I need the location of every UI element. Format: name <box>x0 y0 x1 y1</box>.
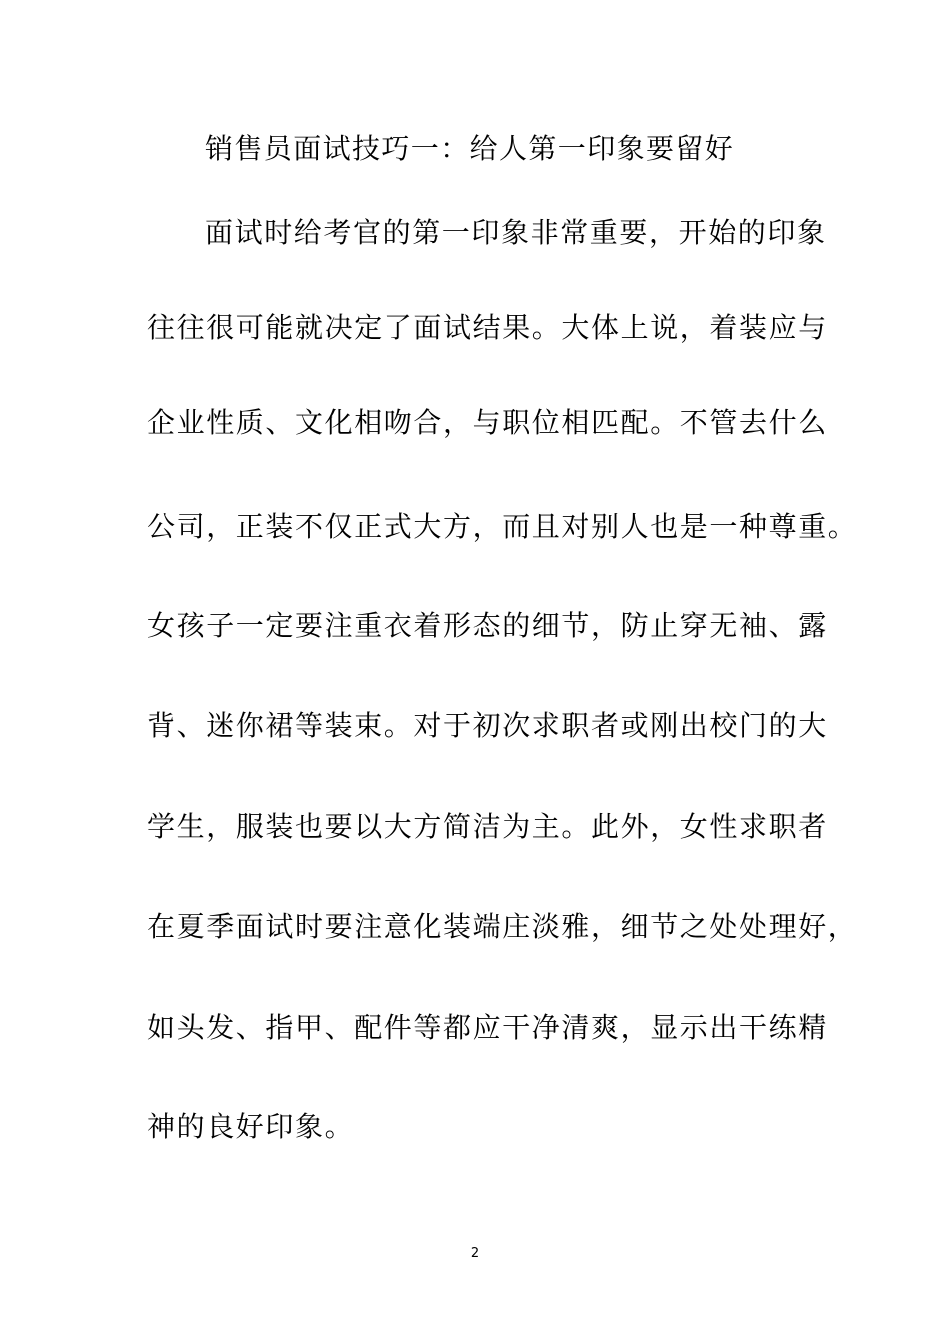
paragraph-line-8: 在夏季面试时要注意化装端庄淡雅，细节之处处理好， <box>147 910 858 943</box>
paragraph-line-10: 神的良好印象。 <box>147 1110 355 1143</box>
paragraph-line-9: 如头发、指甲、配件等都应干净清爽，显示出干练精 <box>147 1011 828 1044</box>
paragraph-line-4: 公司，正装不仅正式大方，而且对别人也是一种尊重。 <box>147 510 858 543</box>
paragraph-line-6: 背、迷你裙等装束。对于初次求职者或刚出校门的大 <box>147 709 828 742</box>
page-number: 2 <box>470 1246 480 1261</box>
paragraph-line-5: 女孩子一定要注重衣着形态的细节，防止穿无袖、露 <box>147 609 828 642</box>
paragraph-line-1: 面试时给考官的第一印象非常重要，开始的印象 <box>205 216 827 249</box>
section-heading: 销售员面试技巧一：给人第一印象要留好 <box>205 132 735 165</box>
paragraph-line-3: 企业性质、文化相吻合，与职位相匹配。不管去什么 <box>147 406 828 439</box>
paragraph-line-7: 学生，服装也要以大方简洁为主。此外，女性求职者 <box>147 810 828 843</box>
paragraph-line-2: 往往很可能就决定了面试结果。大体上说，着装应与 <box>147 311 828 344</box>
